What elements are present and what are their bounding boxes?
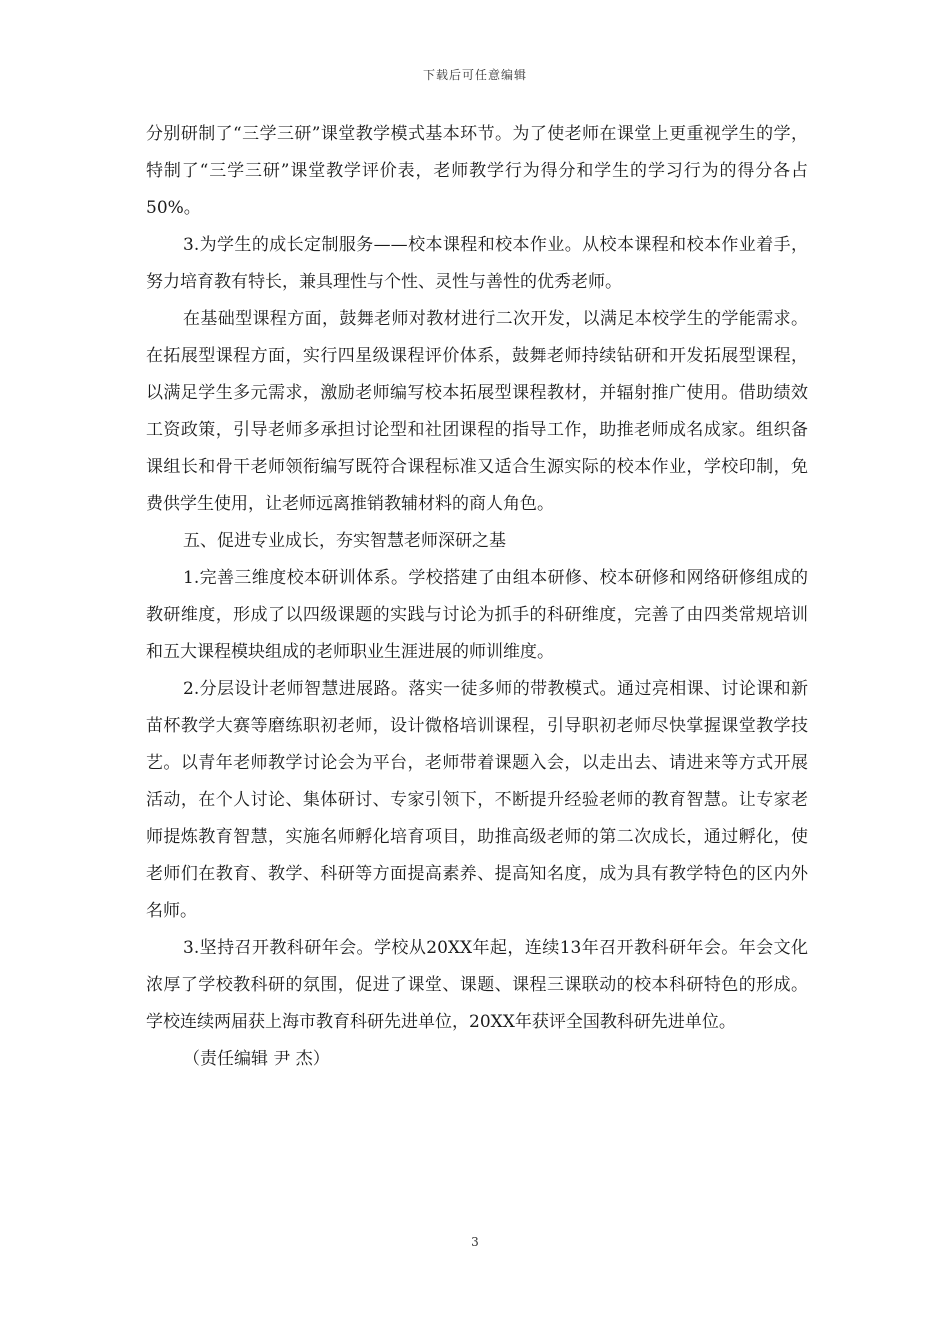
section-heading-5: 五、促进专业成长，夯实智慧老师深研之基 xyxy=(183,531,506,551)
page-header: 下载后可任意编辑 xyxy=(422,68,527,82)
paragraph-2: 3.为学生的成长定制服务——校本课程和校本作业。从校本课程和校本作业着手，努力培育教有特长，兼具理性与个性、灵性与善性的优秀老师。 xyxy=(146,235,808,292)
paragraph-4: 1.完善三维度校本研训体系。学校搭建了由组本研修、校本研修和网络研修组成的教研维度，形成了以四级课题的实践与讨论为抓手的科研维度，完善了由四类常规培训和五大课程模块组成的老师职业生涯进展的师训维度。 xyxy=(146,568,808,662)
paragraph-6: 3.坚持召开教科研年会。学校从20XX年起，连续13年召开教科研年会。年会文化浓厚了学校教科研的氛围，促进了课堂、课题、课程三课联动的校本科研特色的形成。学校连续两届获上海市教育科研先进单位，20XX年获评全国教科研先进单位。 xyxy=(146,938,808,1032)
page-number: 3 xyxy=(471,1235,479,1249)
editor-credit: （责任编辑 尹 杰） xyxy=(183,1049,330,1069)
paragraph-1: 分别研制了“三学三研”课堂教学模式基本环节。为了使老师在课堂上更重视学生的学，特制了“三学三研”课堂教学评价表，老师教学行为得分和学生的学习行为的得分各占50%。 xyxy=(146,124,808,218)
paragraph-3: 在基础型课程方面，鼓舞老师对教材进行二次开发，以满足本校学生的学能需求。在拓展型课程方面，实行四星级课程评价体系，鼓舞老师持续钻研和开发拓展型课程，以满足学生多元需求，激励老师编写校本拓展型课程教材，并辐射推广使用。借助绩效工资政策，引导老师多承担讨论型和社团课程的指导工作，助推老师成名成家。组织备课组长和骨干老师领衔编写既符合课程标准又适合生源实际的校本作业，学校印制，免费供学生使用，让老师远离推销教辅材料的商人角色。 xyxy=(146,309,808,514)
document-body xyxy=(146,116,808,1078)
paragraph-5: 2.分层设计老师智慧进展路。落实一徒多师的带教模式。通过亮相课、讨论课和新苗杯教学大赛等磨练职初老师，设计微格培训课程，引导职初老师尽快掌握课堂教学技艺。以青年老师教学讨论会为平台，老师带着课题入会，以走出去、请进来等方式开展活动，在个人讨论、集体研讨、专家引领下，不断提升经验老师的教育智慧。让专家老师提炼教育智慧，实施名师孵化培育项目，助推高级老师的第二次成长，通过孵化，使老师们在教育、教学、科研等方面提高素养、提高知名度，成为具有教学特色的区内外名师。 xyxy=(146,679,808,921)
